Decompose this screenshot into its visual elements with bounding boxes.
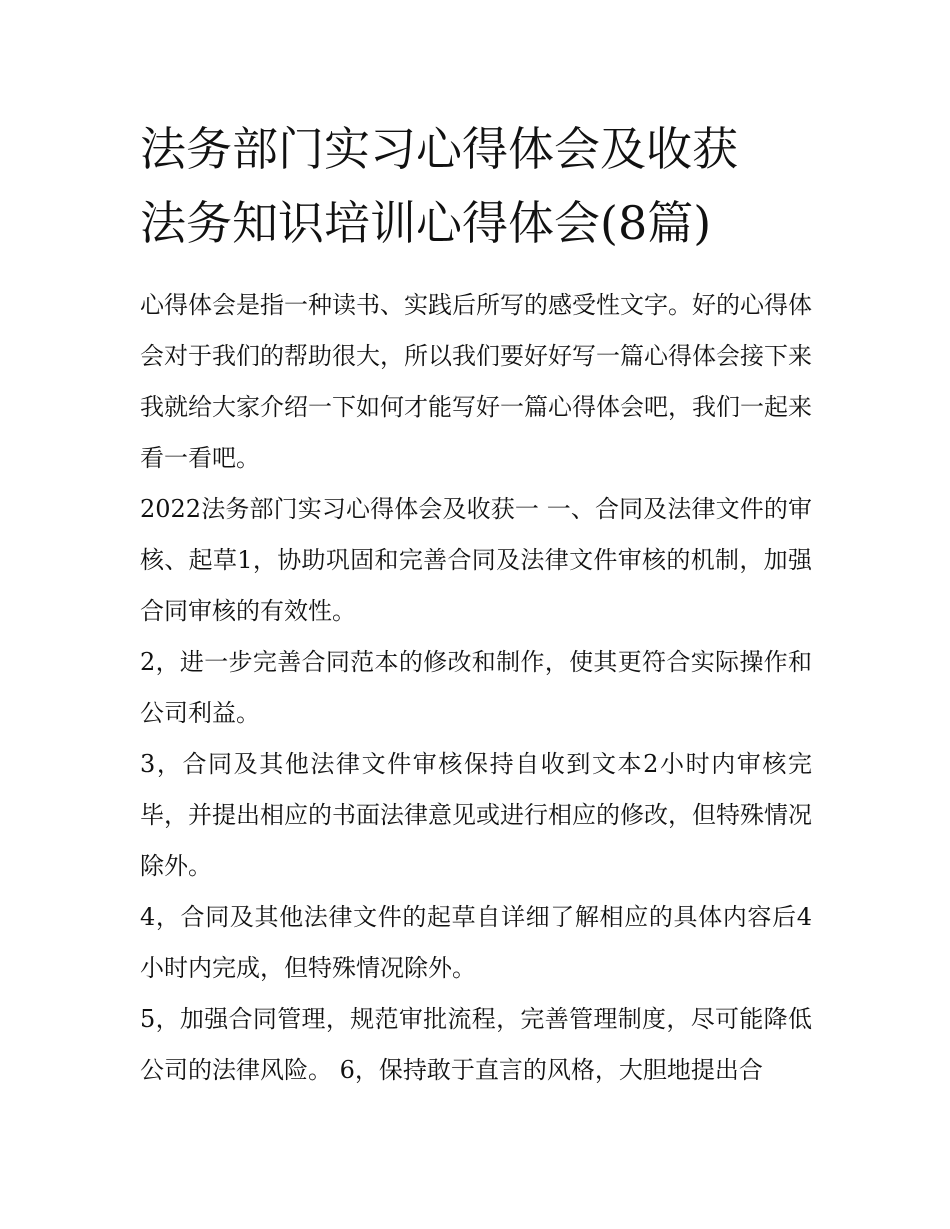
document-body bbox=[140, 280, 812, 1096]
paragraph-item-2: 2，进一步完善合同范本的修改和制作，使其更符合实际操作和公司利益。 bbox=[140, 648, 812, 727]
title-line-1: 法务部门实习心得体会及收获 bbox=[140, 122, 738, 176]
document-page bbox=[140, 112, 812, 1096]
paragraph-section-1: 2022法务部门实习心得体会及收获一 一、合同及法律文件的审核、起草1，协助巩固和完善合同及法律文件审核的机制，加强合同审核的有效性。 bbox=[140, 495, 812, 625]
title-line-2: 法务知识培训心得体会(8篇) bbox=[140, 196, 712, 250]
paragraph-item-3: 3，合同及其他法律文件审核保持自收到文本2小时内审核完毕，并提出相应的书面法律意见或进行相应的修改，但特殊情况除外。 bbox=[140, 750, 812, 880]
paragraph-item-5: 5，加强合同管理，规范审批流程，完善管理制度，尽可能降低公司的法律风险。 6，保持敢于直言的风格，大胆地提出合 bbox=[140, 1005, 812, 1084]
document-title bbox=[140, 112, 812, 260]
paragraph-item-4: 4，合同及其他法律文件的起草自详细了解相应的具体内容后4小时内完成，但特殊情况除外。 bbox=[140, 903, 812, 982]
paragraph-intro: 心得体会是指一种读书、实践后所写的感受性文字。好的心得体会对于我们的帮助很大，所以我们要好好写一篇心得体会接下来我就给大家介绍一下如何才能写好一篇心得体会吧，我们一起来看一看吧。 bbox=[140, 291, 812, 472]
